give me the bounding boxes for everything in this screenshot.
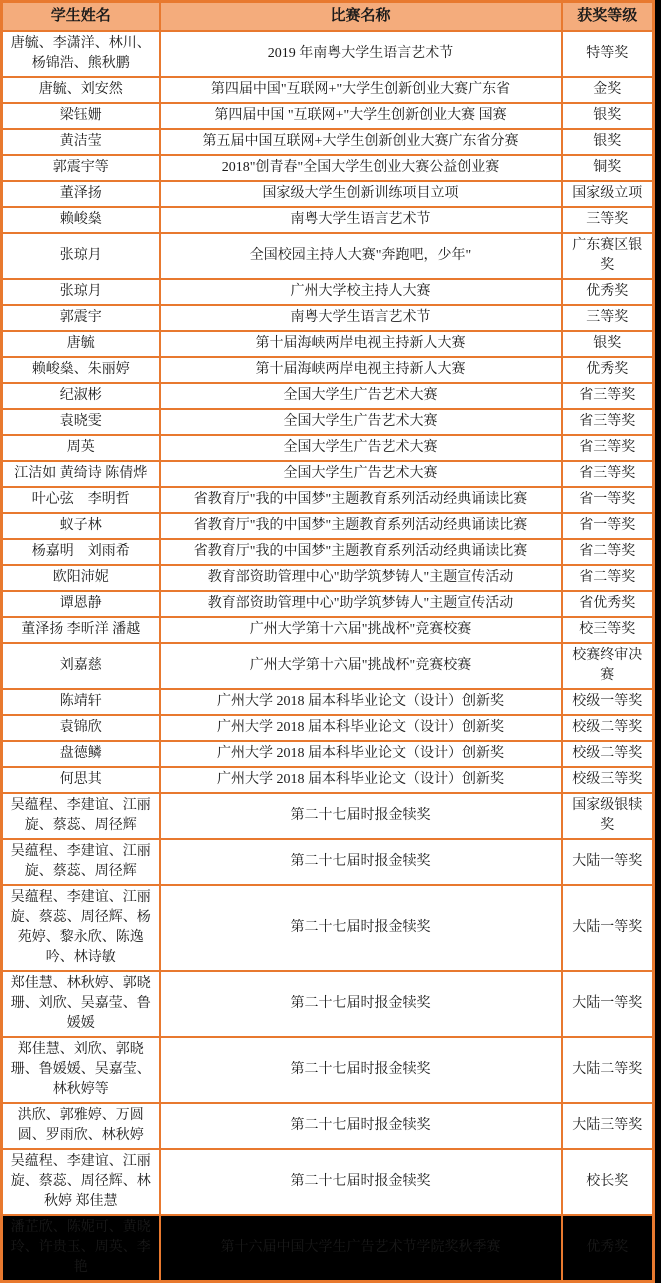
table-row xyxy=(2,487,654,513)
award-cell: 校级二等奖 xyxy=(562,741,654,767)
table-row xyxy=(2,207,654,233)
students-cell: 吴蕴程、李建谊、江丽旋、蔡蕊、周径辉 xyxy=(2,793,160,839)
students-cell: 纪淑彬 xyxy=(2,383,160,409)
table-row xyxy=(2,357,654,383)
table-row xyxy=(2,181,654,207)
competition-cell: 第二十七届时报金犊奖 xyxy=(160,1103,562,1149)
competition-cell: 国家级大学生创新训练项目立项 xyxy=(160,181,562,207)
award-cell: 优秀奖 xyxy=(562,1215,654,1282)
table-row xyxy=(2,513,654,539)
students-cell: 蚁子林 xyxy=(2,513,160,539)
award-cell: 金奖 xyxy=(562,77,654,103)
students-cell: 袁锦欣 xyxy=(2,715,160,741)
competition-cell: 第十届海峡两岸电视主持新人大赛 xyxy=(160,357,562,383)
award-cell: 三等奖 xyxy=(562,305,654,331)
table-row xyxy=(2,715,654,741)
competition-cell: 全国大学生广告艺术大赛 xyxy=(160,383,562,409)
students-cell: 吴蕴程、李建谊、江丽旋、蔡蕊、周径辉、林秋婷 郑佳慧 xyxy=(2,1149,160,1215)
students-cell: 唐毓 xyxy=(2,331,160,357)
award-cell: 大陆三等奖 xyxy=(562,1103,654,1149)
award-cell: 国家级立项 xyxy=(562,181,654,207)
header-award: 获奖等级 xyxy=(562,2,654,31)
table-row xyxy=(2,31,654,77)
header-competition: 比赛名称 xyxy=(160,2,562,31)
table-row xyxy=(2,971,654,1037)
award-cell: 优秀奖 xyxy=(562,279,654,305)
table-row xyxy=(2,129,654,155)
award-cell: 省二等奖 xyxy=(562,539,654,565)
competition-cell: 广州大学 2018 届本科毕业论文（设计）创新奖 xyxy=(160,767,562,793)
students-cell: 郑佳慧、林秋婷、郭晓珊、刘欣、吴嘉莹、鲁媛媛 xyxy=(2,971,160,1037)
table-row xyxy=(2,643,654,689)
table-row xyxy=(2,103,654,129)
competition-cell: 第十六届中国大学生广告艺术节学院奖秋季赛 xyxy=(160,1215,562,1282)
table-row xyxy=(2,591,654,617)
students-cell: 梁钰姗 xyxy=(2,103,160,129)
students-cell: 张琼月 xyxy=(2,233,160,279)
table-row xyxy=(2,279,654,305)
students-cell: 江洁如 黄绮诗 陈倩烨 xyxy=(2,461,160,487)
table-row xyxy=(2,1215,654,1282)
students-cell: 郭震宇 xyxy=(2,305,160,331)
students-cell: 盘德鳞 xyxy=(2,741,160,767)
competition-cell: 第四届中国"互联网+"大学生创新创业大赛广东省 xyxy=(160,77,562,103)
award-cell: 优秀奖 xyxy=(562,357,654,383)
table-row xyxy=(2,435,654,461)
competition-cell: 全国校园主持人大赛"奔跑吧，少年" xyxy=(160,233,562,279)
award-cell: 省三等奖 xyxy=(562,435,654,461)
table-row xyxy=(2,565,654,591)
award-cell: 铜奖 xyxy=(562,155,654,181)
competition-cell: 全国大学生广告艺术大赛 xyxy=(160,461,562,487)
students-cell: 唐毓、李潇洋、林川、杨锦浩、熊秋鹏 xyxy=(2,31,160,77)
competition-cell: 广州大学第十六届"挑战杯"竞赛校赛 xyxy=(160,643,562,689)
award-cell: 银奖 xyxy=(562,331,654,357)
table-row xyxy=(2,767,654,793)
award-cell: 特等奖 xyxy=(562,31,654,77)
students-cell: 黄洁莹 xyxy=(2,129,160,155)
competition-cell: 第二十七届时报金犊奖 xyxy=(160,1149,562,1215)
students-cell: 陈靖轩 xyxy=(2,689,160,715)
award-cell: 校级一等奖 xyxy=(562,689,654,715)
award-cell: 校级三等奖 xyxy=(562,767,654,793)
competition-cell: 第二十七届时报金犊奖 xyxy=(160,839,562,885)
students-cell: 张琼月 xyxy=(2,279,160,305)
table-row xyxy=(2,539,654,565)
competition-cell: 第二十七届时报金犊奖 xyxy=(160,885,562,971)
table-row xyxy=(2,77,654,103)
award-cell: 校级二等奖 xyxy=(562,715,654,741)
table-header xyxy=(2,2,654,31)
students-cell: 赖峻燊 xyxy=(2,207,160,233)
award-cell: 三等奖 xyxy=(562,207,654,233)
table-row xyxy=(2,793,654,839)
award-cell: 省三等奖 xyxy=(562,409,654,435)
table-row xyxy=(2,383,654,409)
students-cell: 郑佳慧、刘欣、郭晓珊、鲁媛媛、吴嘉莹、林秋婷等 xyxy=(2,1037,160,1103)
award-cell: 校长奖 xyxy=(562,1149,654,1215)
students-cell: 董泽扬 xyxy=(2,181,160,207)
competition-cell: 全国大学生广告艺术大赛 xyxy=(160,409,562,435)
competition-cell: 广州大学第十六届"挑战杯"竞赛校赛 xyxy=(160,617,562,643)
students-cell: 谭恩静 xyxy=(2,591,160,617)
students-cell: 何思其 xyxy=(2,767,160,793)
header-row xyxy=(2,2,654,31)
competition-cell: 2019 年南粤大学生语言艺术节 xyxy=(160,31,562,77)
table-row xyxy=(2,741,654,767)
competition-cell: 南粤大学生语言艺术节 xyxy=(160,207,562,233)
competition-cell: 第十届海峡两岸电视主持新人大赛 xyxy=(160,331,562,357)
award-cell: 省二等奖 xyxy=(562,565,654,591)
students-cell: 杨嘉明 刘雨希 xyxy=(2,539,160,565)
competition-cell: 第五届中国互联网+大学生创新创业大赛广东省分赛 xyxy=(160,129,562,155)
table-body xyxy=(2,31,654,1282)
table-row xyxy=(2,331,654,357)
competition-cell: 广州大学 2018 届本科毕业论文（设计）创新奖 xyxy=(160,715,562,741)
award-cell: 大陆一等奖 xyxy=(562,839,654,885)
competition-cell: 第二十七届时报金犊奖 xyxy=(160,1037,562,1103)
award-cell: 省一等奖 xyxy=(562,513,654,539)
table-row xyxy=(2,885,654,971)
competition-cell: 2018"创青春"全国大学生创业大赛公益创业赛 xyxy=(160,155,562,181)
table-row xyxy=(2,617,654,643)
award-cell: 大陆二等奖 xyxy=(562,1037,654,1103)
students-cell: 郭震宇等 xyxy=(2,155,160,181)
table-row xyxy=(2,1103,654,1149)
students-cell: 董泽扬 李昕洋 潘越 xyxy=(2,617,160,643)
competition-cell: 全国大学生广告艺术大赛 xyxy=(160,435,562,461)
award-cell: 广东赛区银奖 xyxy=(562,233,654,279)
table-row xyxy=(2,409,654,435)
competition-cell: 省教育厅"我的中国梦"主题教育系列活动经典诵读比赛 xyxy=(160,513,562,539)
competition-cell: 省教育厅"我的中国梦"主题教育系列活动经典诵读比赛 xyxy=(160,539,562,565)
competition-cell: 第二十七届时报金犊奖 xyxy=(160,793,562,839)
table-row xyxy=(2,233,654,279)
table-row xyxy=(2,305,654,331)
students-cell: 欧阳沛妮 xyxy=(2,565,160,591)
award-cell: 校三等奖 xyxy=(562,617,654,643)
competition-cell: 教育部资助管理中心"助学筑梦铸人"主题宣传活动 xyxy=(160,565,562,591)
students-cell: 赖峻燊、朱丽婷 xyxy=(2,357,160,383)
table-row xyxy=(2,839,654,885)
competition-cell: 教育部资助管理中心"助学筑梦铸人"主题宣传活动 xyxy=(160,591,562,617)
table-row xyxy=(2,689,654,715)
header-students: 学生姓名 xyxy=(2,2,160,31)
students-cell: 袁晓雯 xyxy=(2,409,160,435)
students-cell: 吴蕴程、李建谊、江丽旋、蔡蕊、周径辉、杨苑婷、黎永欣、陈逸吟、林诗敏 xyxy=(2,885,160,971)
award-cell: 省三等奖 xyxy=(562,461,654,487)
award-cell: 大陆一等奖 xyxy=(562,971,654,1037)
award-cell: 大陆一等奖 xyxy=(562,885,654,971)
award-cell: 省一等奖 xyxy=(562,487,654,513)
award-cell: 校赛终审决赛 xyxy=(562,643,654,689)
award-cell: 银奖 xyxy=(562,103,654,129)
competition-cell: 南粤大学生语言艺术节 xyxy=(160,305,562,331)
table-row xyxy=(2,1149,654,1215)
competition-cell: 省教育厅"我的中国梦"主题教育系列活动经典诵读比赛 xyxy=(160,487,562,513)
competition-cell: 广州大学 2018 届本科毕业论文（设计）创新奖 xyxy=(160,741,562,767)
competition-cell: 第二十七届时报金犊奖 xyxy=(160,971,562,1037)
table-row xyxy=(2,155,654,181)
students-cell: 叶心弦 李明哲 xyxy=(2,487,160,513)
award-cell: 国家级银犊奖 xyxy=(562,793,654,839)
award-cell: 银奖 xyxy=(562,129,654,155)
students-cell: 潘芷欣、陈妮可、黄晓玲、许贵玉、周英、李艳 xyxy=(2,1215,160,1282)
award-cell: 省优秀奖 xyxy=(562,591,654,617)
students-cell: 吴蕴程、李建谊、江丽旋、蔡蕊、周径辉 xyxy=(2,839,160,885)
competition-cell: 广州大学 2018 届本科毕业论文（设计）创新奖 xyxy=(160,689,562,715)
competition-cell: 广州大学校主持人大赛 xyxy=(160,279,562,305)
table-row xyxy=(2,461,654,487)
students-cell: 周英 xyxy=(2,435,160,461)
award-cell: 省三等奖 xyxy=(562,383,654,409)
students-cell: 洪欣、郭雅婷、万圆圆、罗雨欣、林秋婷 xyxy=(2,1103,160,1149)
students-cell: 刘嘉慈 xyxy=(2,643,160,689)
table-row xyxy=(2,1037,654,1103)
competition-cell: 第四届中国 "互联网+"大学生创新创业大赛 国赛 xyxy=(160,103,562,129)
students-cell: 唐毓、刘安然 xyxy=(2,77,160,103)
